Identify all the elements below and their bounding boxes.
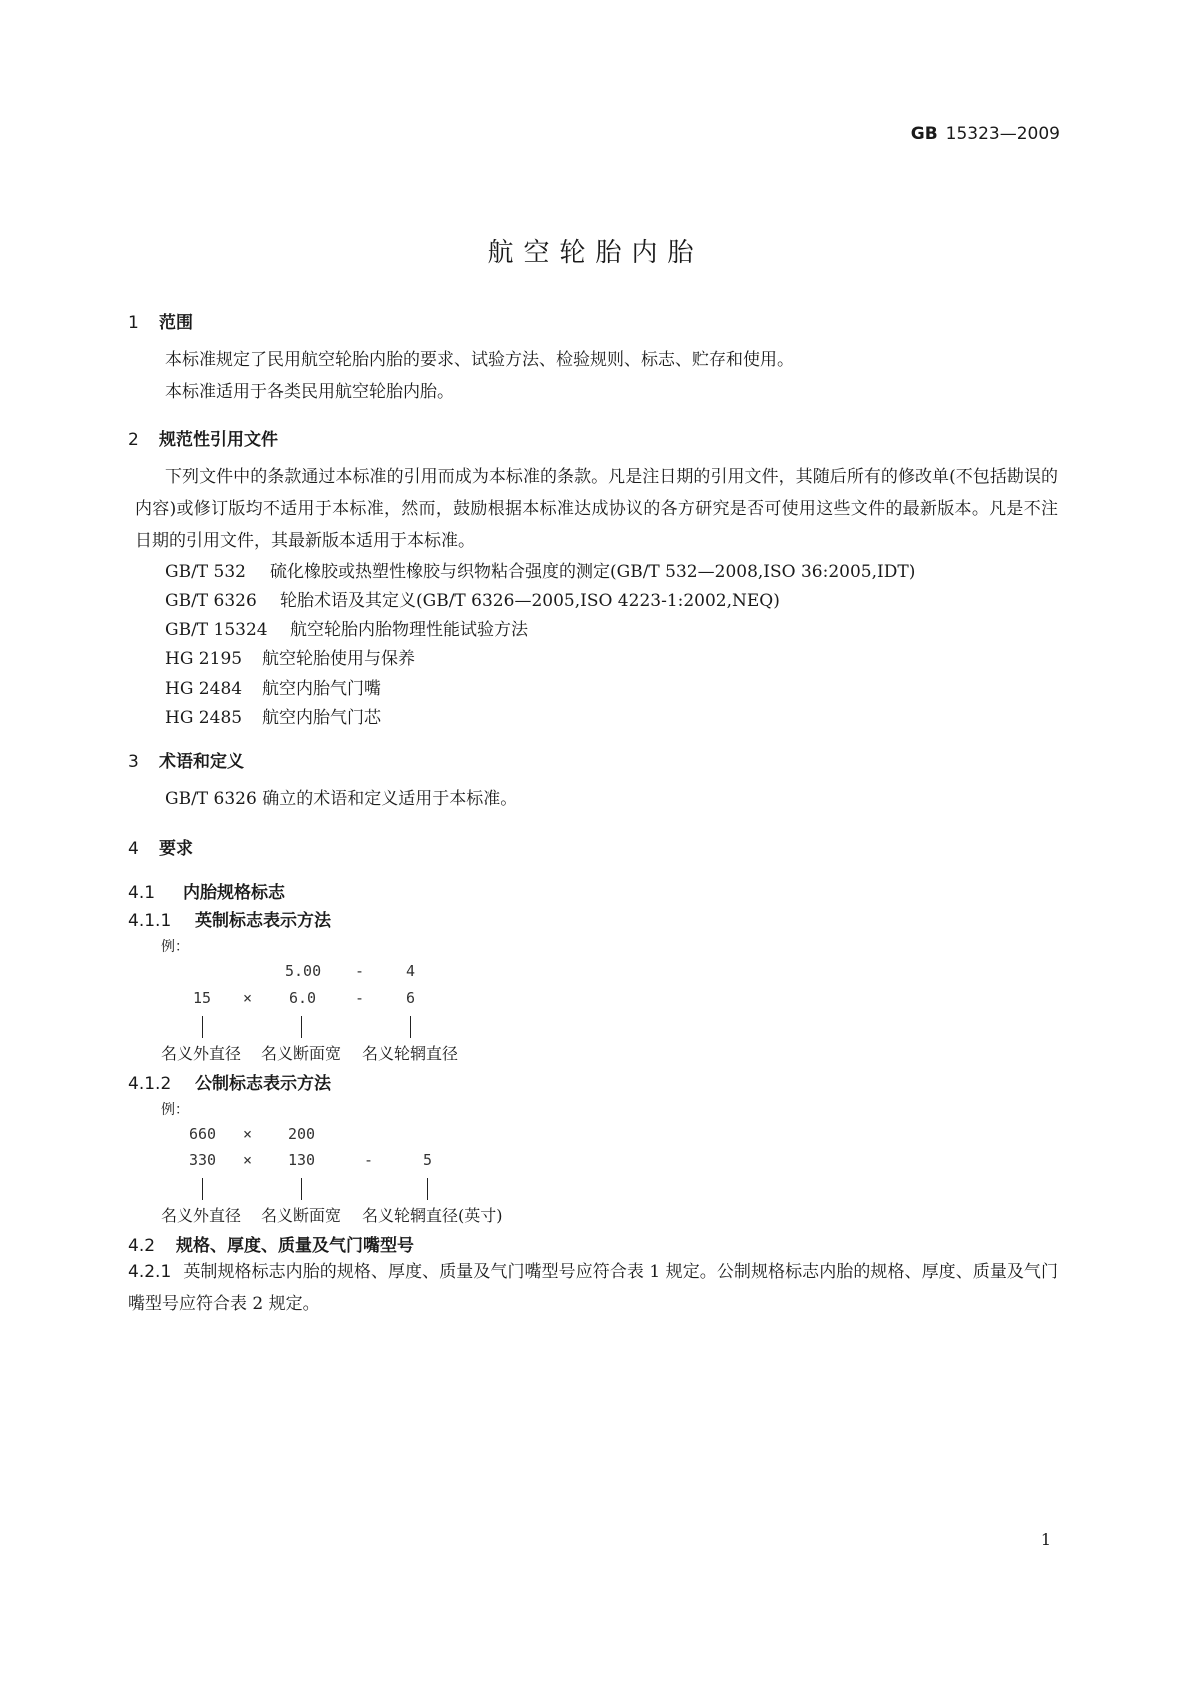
reference-title: 航空内胎气门嘴 bbox=[262, 679, 381, 699]
reference-title: 航空轮胎使用与保养 bbox=[262, 649, 415, 669]
section-number: 3 bbox=[128, 752, 139, 772]
diagram-leader-line bbox=[427, 1178, 428, 1200]
diagram-label: 名义断面宽 bbox=[261, 1044, 342, 1063]
reference-code: HG 2485 bbox=[165, 708, 243, 728]
standard-code: 15323—2009 bbox=[945, 124, 1060, 144]
section-number: 4.2 bbox=[128, 1236, 156, 1256]
diagram-times: × bbox=[243, 1125, 253, 1143]
section-4-1-heading bbox=[128, 878, 285, 903]
section-title: 内胎规格标志 bbox=[183, 883, 285, 903]
section-4-1-1-heading bbox=[128, 906, 331, 931]
diagram-leader-line bbox=[410, 1016, 411, 1038]
section-title: 术语和定义 bbox=[159, 752, 244, 772]
diagram-dash: - bbox=[355, 962, 365, 980]
reference-item bbox=[165, 557, 915, 582]
document-title: 航空轮胎内胎 bbox=[487, 238, 704, 268]
reference-title: 轮胎术语及其定义(GB/T 6326—2005,ISO 4223-1:2002,NEQ) bbox=[280, 591, 780, 611]
diagram-dash: - bbox=[355, 989, 365, 1007]
diagram-value: 6 bbox=[406, 989, 416, 1007]
section-4-2-1-para bbox=[128, 1256, 1058, 1320]
diagram-dash: - bbox=[364, 1151, 374, 1169]
diagram-times: × bbox=[243, 1151, 253, 1169]
diagram-leader-line bbox=[301, 1016, 302, 1038]
section-1-para-2: 本标准适用于各类民用航空轮胎内胎。 bbox=[165, 382, 454, 402]
section-number: 4 bbox=[128, 839, 139, 859]
section-title: 范围 bbox=[159, 313, 193, 333]
reference-code: GB/T 532 bbox=[165, 562, 246, 582]
diagram-label: 名义外直径 bbox=[161, 1044, 242, 1063]
section-number: 4.1 bbox=[128, 883, 156, 903]
section-number: 1 bbox=[128, 313, 139, 333]
section-4-2-heading bbox=[128, 1231, 414, 1256]
reference-title: 航空内胎气门芯 bbox=[262, 708, 381, 728]
section-2-heading bbox=[128, 425, 278, 450]
section-title: 英制标志表示方法 bbox=[195, 911, 331, 931]
diagram-value: 5 bbox=[423, 1151, 433, 1169]
diagram-value: 6.0 bbox=[289, 989, 317, 1007]
reference-code: GB/T 15324 bbox=[165, 620, 268, 640]
diagram-value: 15 bbox=[193, 989, 212, 1007]
example-label: 例： bbox=[161, 1102, 189, 1118]
reference-title: 硫化橡胶或热塑性橡胶与织物粘合强度的测定(GB/T 532—2008,ISO 36:2005,IDT) bbox=[270, 562, 916, 582]
diagram-label: 名义断面宽 bbox=[261, 1206, 342, 1225]
reference-item bbox=[165, 703, 381, 728]
page-number: 1 bbox=[1040, 1530, 1051, 1549]
section-1-heading bbox=[128, 308, 193, 333]
section-title: 规范性引用文件 bbox=[159, 430, 278, 450]
section-number: 4.1.1 bbox=[128, 911, 172, 931]
diagram-label: 名义轮辋直径 bbox=[362, 1044, 459, 1063]
section-3-para: GB/T 6326 确立的术语和定义适用于本标准。 bbox=[165, 789, 518, 809]
diagram-label: 名义轮辋直径(英寸) bbox=[362, 1206, 503, 1225]
section-2-intro: 下列文件中的条款通过本标准的引用而成为本标准的条款。凡是注日期的引用文件，其随后所有的修改单(不包括勘误的内容)或修订版均不适用于本标准，然而，鼓励根据本标准达成协议的各方研究是否可使用这些文件的最新版本。凡是不注日期的引用文件，其最新版本适用于本标准。 bbox=[135, 467, 1058, 551]
reference-item bbox=[165, 615, 528, 640]
reference-item bbox=[165, 674, 381, 699]
reference-title: 航空轮胎内胎物理性能试验方法 bbox=[290, 620, 528, 640]
diagram-leader-line bbox=[301, 1178, 302, 1200]
section-title: 公制标志表示方法 bbox=[195, 1074, 331, 1094]
section-3-heading bbox=[128, 747, 244, 772]
diagram-value: 200 bbox=[288, 1125, 316, 1143]
section-text: 英制规格标志内胎的规格、厚度、质量及气门嘴型号应符合表 1 规定。公制规格标志内胎的规格、厚度、质量及气门嘴型号应符合表 2 规定。 bbox=[128, 1262, 1058, 1314]
section-number: 2 bbox=[128, 430, 139, 450]
section-title: 规格、厚度、质量及气门嘴型号 bbox=[176, 1236, 414, 1256]
standard-number bbox=[911, 124, 1060, 144]
reference-code: HG 2195 bbox=[165, 649, 243, 669]
standard-prefix: GB bbox=[910, 124, 938, 144]
section-1-para-1: 本标准规定了民用航空轮胎内胎的要求、试验方法、检验规则、标志、贮存和使用。 bbox=[165, 350, 794, 370]
reference-item bbox=[165, 644, 415, 669]
section-number: 4.1.2 bbox=[128, 1074, 172, 1094]
section-title: 要求 bbox=[159, 839, 193, 859]
diagram-value: 660 bbox=[189, 1125, 217, 1143]
diagram-value: 4 bbox=[406, 962, 416, 980]
diagram-value: 5.00 bbox=[285, 962, 322, 980]
reference-code: GB/T 6326 bbox=[165, 591, 257, 611]
reference-code: HG 2484 bbox=[165, 679, 243, 699]
section-number: 4.2.1 bbox=[128, 1262, 172, 1282]
diagram-value: 330 bbox=[189, 1151, 217, 1169]
diagram-leader-line bbox=[202, 1016, 203, 1038]
reference-item bbox=[165, 586, 780, 611]
example-label: 例： bbox=[161, 939, 189, 955]
diagram-leader-line bbox=[202, 1178, 203, 1200]
section-4-heading bbox=[128, 834, 193, 859]
diagram-times: × bbox=[243, 989, 253, 1007]
diagram-value: 130 bbox=[288, 1151, 316, 1169]
section-4-1-2-heading bbox=[128, 1069, 331, 1094]
diagram-label: 名义外直径 bbox=[161, 1206, 242, 1225]
